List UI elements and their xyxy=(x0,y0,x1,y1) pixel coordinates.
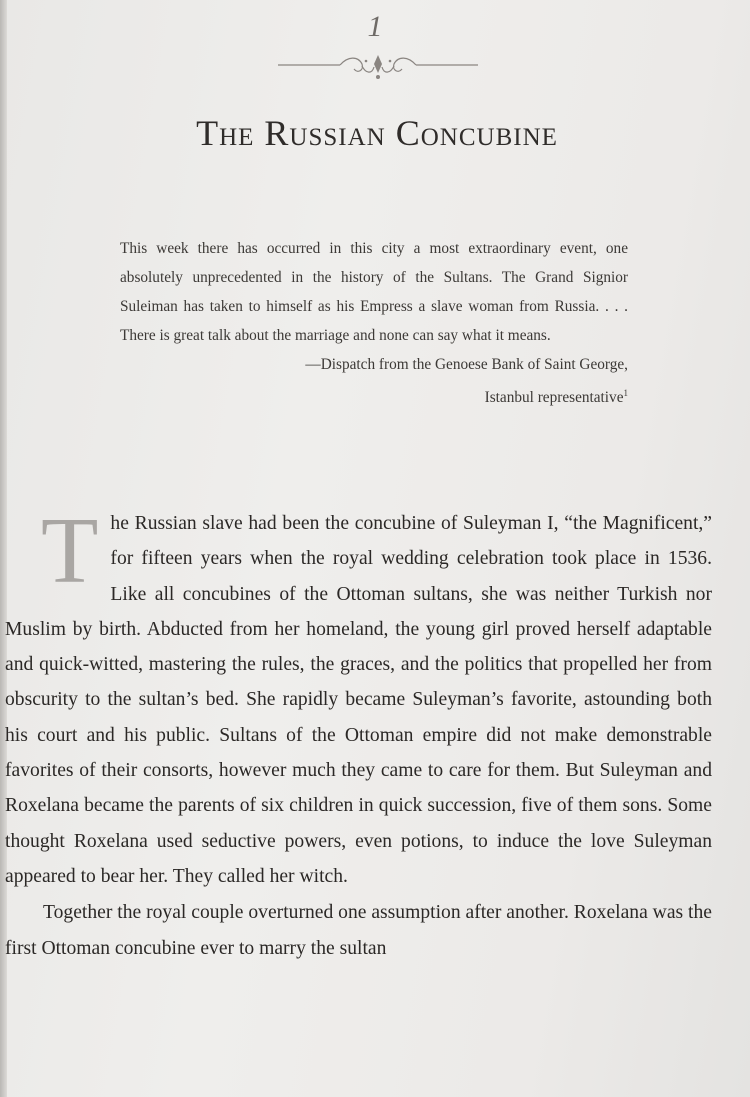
chapter-number: 1 xyxy=(367,10,383,43)
ornament-divider-icon xyxy=(278,52,478,80)
epigraph xyxy=(120,234,628,412)
footnote-marker: 1 xyxy=(623,388,628,398)
paragraph-1-text: he Russian slave had been the concubine of Suleyman I, “the Magnificent,” for fifteen years when the royal wedding celebration took place in 1536. Like all concubines of the Ottoman sultans, she was neither Turkish nor Muslim by birth. Abducted from her homeland, the young girl proved herself adaptable and quick-witted, mastering the rules, the graces, and the politics that propelled her from obscurity to the sultan’s bed. She rapidly became Suleyman’s favorite, astounding both his court and his public. Sultans of the Ottoman empire did not make demonstrable favorites of their consorts, however much they came to care for them. But Suleyman and Roxelana became the parents of six children in quick succession, five of them sons. Some thought Roxelana used seductive powers, even potions, to induce the love Suleyman appeared to bear her. They called her witch. xyxy=(5,513,712,887)
paragraph-2: Together the royal couple overturned one assumption after another. Roxelana was the first Ottoman concubine ever to marry the sultan xyxy=(5,902,712,959)
drop-cap: T xyxy=(41,499,99,603)
epigraph-attribution-line-1: —Dispatch from the Genoese Bank of Saint George, xyxy=(305,356,628,373)
epigraph-quote: This week there has occurred in this city a most extraordinary event, one absolutely unprecedented in the history of the Sultans. The Grand Signior Suleiman has taken to himself as his Empress a slave woman from Russia. . . . There is great talk about the marriage and none can say what it means. xyxy=(120,240,628,344)
body-text xyxy=(5,499,712,966)
chapter-title: The Russian Concubine xyxy=(196,113,558,153)
epigraph-attribution-line-2 xyxy=(120,379,628,412)
epigraph-attribution-source: Istanbul representative xyxy=(484,389,624,407)
paragraph-1 xyxy=(5,499,712,894)
